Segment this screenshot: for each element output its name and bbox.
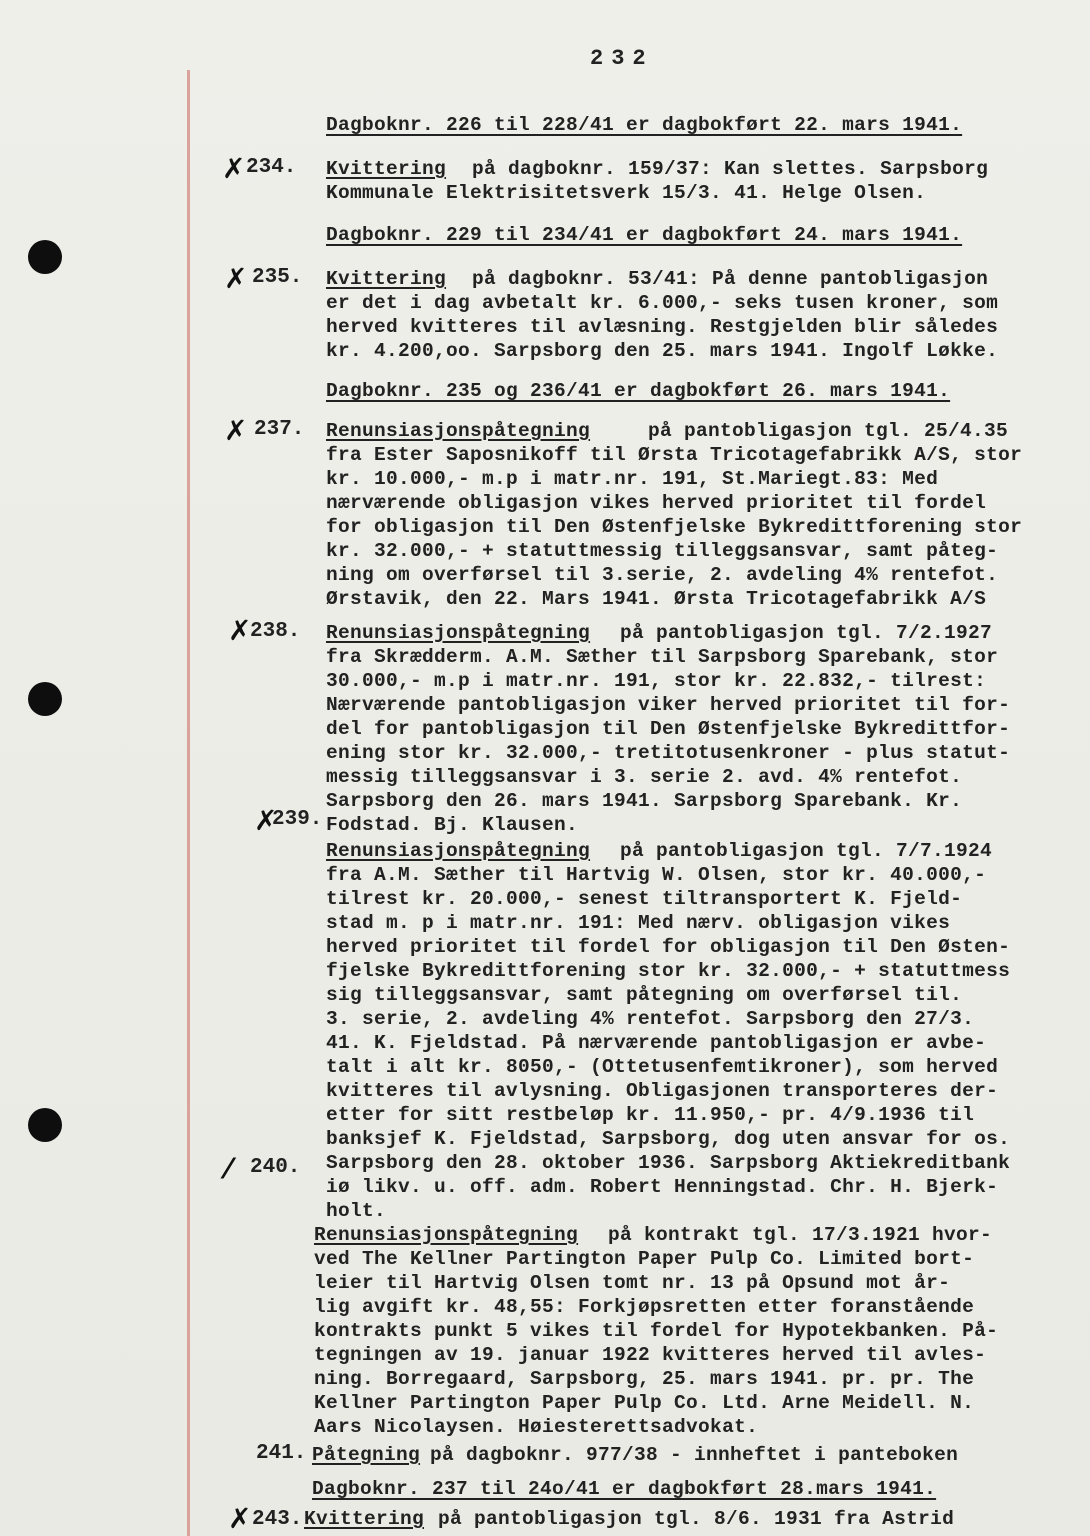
entry-line: stad m. p i matr.nr. 191: Med nærv. obligasjon vikes: [326, 912, 951, 934]
entry-title-text: Renunsiasjonspåtegning: [326, 420, 591, 442]
check-mark-icon: ✗: [224, 262, 248, 295]
entry-line: del for pantobligasjon til Den Østenfjelske Bykredittfor-: [326, 718, 1011, 740]
entry-line: leier til Hartvig Olsen tomt nr. 13 på Opsund mot år-: [314, 1272, 951, 1294]
entry-line: på dagboknr. 977/38 - innheftet i panteboken: [430, 1444, 959, 1466]
entry-line: på pantobligasjon tgl. 7/2.1927: [620, 622, 993, 644]
entry-line: holt.: [326, 1200, 387, 1222]
entry-title: [326, 420, 590, 442]
entry-line: fjelske Bykredittforening stor kr. 32.000,- + statuttmess: [326, 960, 1011, 982]
entry-number: 239.: [272, 808, 323, 831]
entry-line: Sarpsborg den 28. oktober 1936. Sarpsborg Aktiekreditbank: [326, 1152, 1011, 1174]
entry-line: talt i alt kr. 8050,- (Ottetusenfemtikroner), som herved: [326, 1056, 999, 1078]
entry-title: [314, 1224, 578, 1246]
entry-line: herved prioritet til fordel for obligasjon til Den Østen-: [326, 936, 1011, 958]
entry-title-text: Renunsiasjonspåtegning: [326, 622, 591, 644]
entry-line: på pantobligasjon tgl. 25/4.35: [648, 420, 1009, 442]
entry-title: [326, 268, 446, 290]
entry-title-text: Kvittering: [326, 158, 447, 180]
entry-line: fra Skrædderm. A.M. Sæther til Sarpsborg Sparebank, stor: [326, 646, 999, 668]
entry-line: på pantobligasjon tgl. 7/7.1924: [620, 840, 993, 862]
entry-line: på pantobligasjon tgl. 8/6. 1931 fra Astrid: [438, 1508, 955, 1530]
entry-line: Aars Nicolaysen. Høiesterettsadvokat.: [314, 1416, 759, 1438]
page-number: 232: [590, 46, 654, 71]
entry-number: 243.: [252, 1508, 303, 1531]
entry-line: kvitteres til avlysning. Obligasjonen transporteres der-: [326, 1080, 999, 1102]
entry-title: [312, 1444, 420, 1466]
diary-heading: Dagboknr. 237 til 24o/41 er dagbokført 28.mars 1941.: [312, 1478, 937, 1500]
entry-number: 234.: [246, 156, 297, 179]
entry-line: kr. 32.000,- + statuttmessig tilleggsansvar, samt påteg-: [326, 540, 999, 562]
entry-line: nærværende obligasjon vikes herved prioritet til fordel: [326, 492, 987, 514]
entry-line: 3. serie, 2. avdeling 4% rentefot. Sarpsborg den 27/3.: [326, 1008, 975, 1030]
punch-hole-bottom: [28, 1108, 62, 1142]
entry-line: 41. K. Fjeldstad. På nærværende pantobligasjon er avbe-: [326, 1032, 987, 1054]
entry-line: 30.000,- m.p i matr.nr. 191, stor kr. 22.832,- tilrest:: [326, 670, 987, 692]
entry-line: iø likv. u. off. adm. Robert Henningstad. Chr. H. Bjerk-: [326, 1176, 999, 1198]
entry-title: [326, 622, 590, 644]
entry-line: Nærværende pantobligasjon viker herved prioritet til for-: [326, 694, 1011, 716]
check-mark-icon: ⁄: [226, 1152, 231, 1185]
check-mark-icon: ✗: [228, 614, 252, 647]
entry-line: banksjef K. Fjeldstad, Sarpsborg, dog uten ansvar for os.: [326, 1128, 1011, 1150]
check-mark-icon: ✗: [254, 804, 278, 837]
diary-heading: Dagboknr. 229 til 234/41 er dagbokført 24. mars 1941.: [326, 224, 963, 246]
entry-line: ening stor kr. 32.000,- tretitotusenkroner - plus statut-: [326, 742, 1011, 764]
entry-line: Fodstad. Bj. Klausen.: [326, 814, 579, 836]
check-mark-icon: ✗: [222, 152, 246, 185]
entry-title-text: Kvittering: [326, 268, 447, 290]
entry-line: Kommunale Elektrisitetsverk 15/3. 41. Helge Olsen.: [326, 182, 927, 204]
entry-line: herved kvitteres til avlæsning. Restgjelden blir således: [326, 316, 999, 338]
entry-number: 235.: [252, 266, 303, 289]
margin-rule: [187, 70, 190, 1536]
entry-number: 238.: [250, 620, 301, 643]
entry-line: Kellner Partington Paper Pulp Co. Ltd. Arne Meidell. N.: [314, 1392, 975, 1414]
entry-title: [326, 840, 590, 862]
entry-line: sig tilleggsansvar, samt påtegning om overførsel til.: [326, 984, 963, 1006]
entry-line: på dagboknr. 159/37: Kan slettes. Sarpsborg: [472, 158, 989, 180]
entry-title-text: Kvittering: [304, 1508, 425, 1530]
entry-line: ved The Kellner Partington Paper Pulp Co. Limited bort-: [314, 1248, 975, 1270]
entry-line: ning om overførsel til 3.serie, 2. avdeling 4% rentefot.: [326, 564, 999, 586]
entry-title-text: Renunsiasjonspåtegning: [326, 840, 591, 862]
entry-line: tegningen av 19. januar 1922 kvitteres herved til avles-: [314, 1344, 987, 1366]
entry-line: for obligasjon til Den Østenfjelske Bykredittforening stor: [326, 516, 1023, 538]
punch-hole-top: [28, 240, 62, 274]
entry-title-text: Påtegning: [312, 1444, 421, 1466]
entry-line: Sarpsborg den 26. mars 1941. Sarpsborg Sparebank. Kr.: [326, 790, 963, 812]
entry-title: [304, 1508, 424, 1530]
entry-title-text: Renunsiasjonspåtegning: [314, 1224, 579, 1246]
entry-line: fra A.M. Sæther til Hartvig W. Olsen, stor kr. 40.000,-: [326, 864, 987, 886]
entry-line: Ørstavik, den 22. Mars 1941. Ørsta Tricotagefabrikk A/S: [326, 588, 987, 610]
entry-line: tilrest kr. 20.000,- senest tiltransportert K. Fjeld-: [326, 888, 963, 910]
entry-line: ning. Borregaard, Sarpsborg, 25. mars 1941. pr. pr. The: [314, 1368, 975, 1390]
diary-heading: Dagboknr. 235 og 236/41 er dagbokført 26. mars 1941.: [326, 380, 951, 402]
entry-number: 241.: [256, 1442, 307, 1465]
entry-line: på dagboknr. 53/41: På denne pantobligasjon: [472, 268, 989, 290]
entry-line: kr. 4.200,oo. Sarpsborg den 25. mars 1941. Ingolf Løkke.: [326, 340, 999, 362]
entry-line: lig avgift kr. 48,55: Forkjøpsretten etter foranstående: [314, 1296, 975, 1318]
entry-line: på kontrakt tgl. 17/3.1921 hvor-: [608, 1224, 993, 1246]
entry-number: 237.: [254, 418, 305, 441]
entry-line: er det i dag avbetalt kr. 6.000,- seks tusen kroner, som: [326, 292, 999, 314]
entry-line: kr. 10.000,- m.p i matr.nr. 191, St.Mariegt.83: Med: [326, 468, 939, 490]
entry-number: 240.: [250, 1156, 301, 1179]
entry-line: messig tilleggsansvar i 3. serie 2. avd. 4% rentefot.: [326, 766, 963, 788]
punch-hole-middle: [28, 682, 62, 716]
check-mark-icon: ✗: [228, 1502, 252, 1535]
entry-line: kontrakts punkt 5 vikes til fordel for Hypotekbanken. På-: [314, 1320, 999, 1342]
diary-heading: Dagboknr. 226 til 228/41 er dagbokført 22. mars 1941.: [326, 114, 963, 136]
entry-title: [326, 158, 446, 180]
entry-line: fra Ester Saposnikoff til Ørsta Tricotagefabrikk A/S, stor: [326, 444, 1023, 466]
check-mark-icon: ✗: [224, 414, 248, 447]
entry-line: etter for sitt restbeløp kr. 11.950,- pr. 4/9.1936 til: [326, 1104, 975, 1126]
